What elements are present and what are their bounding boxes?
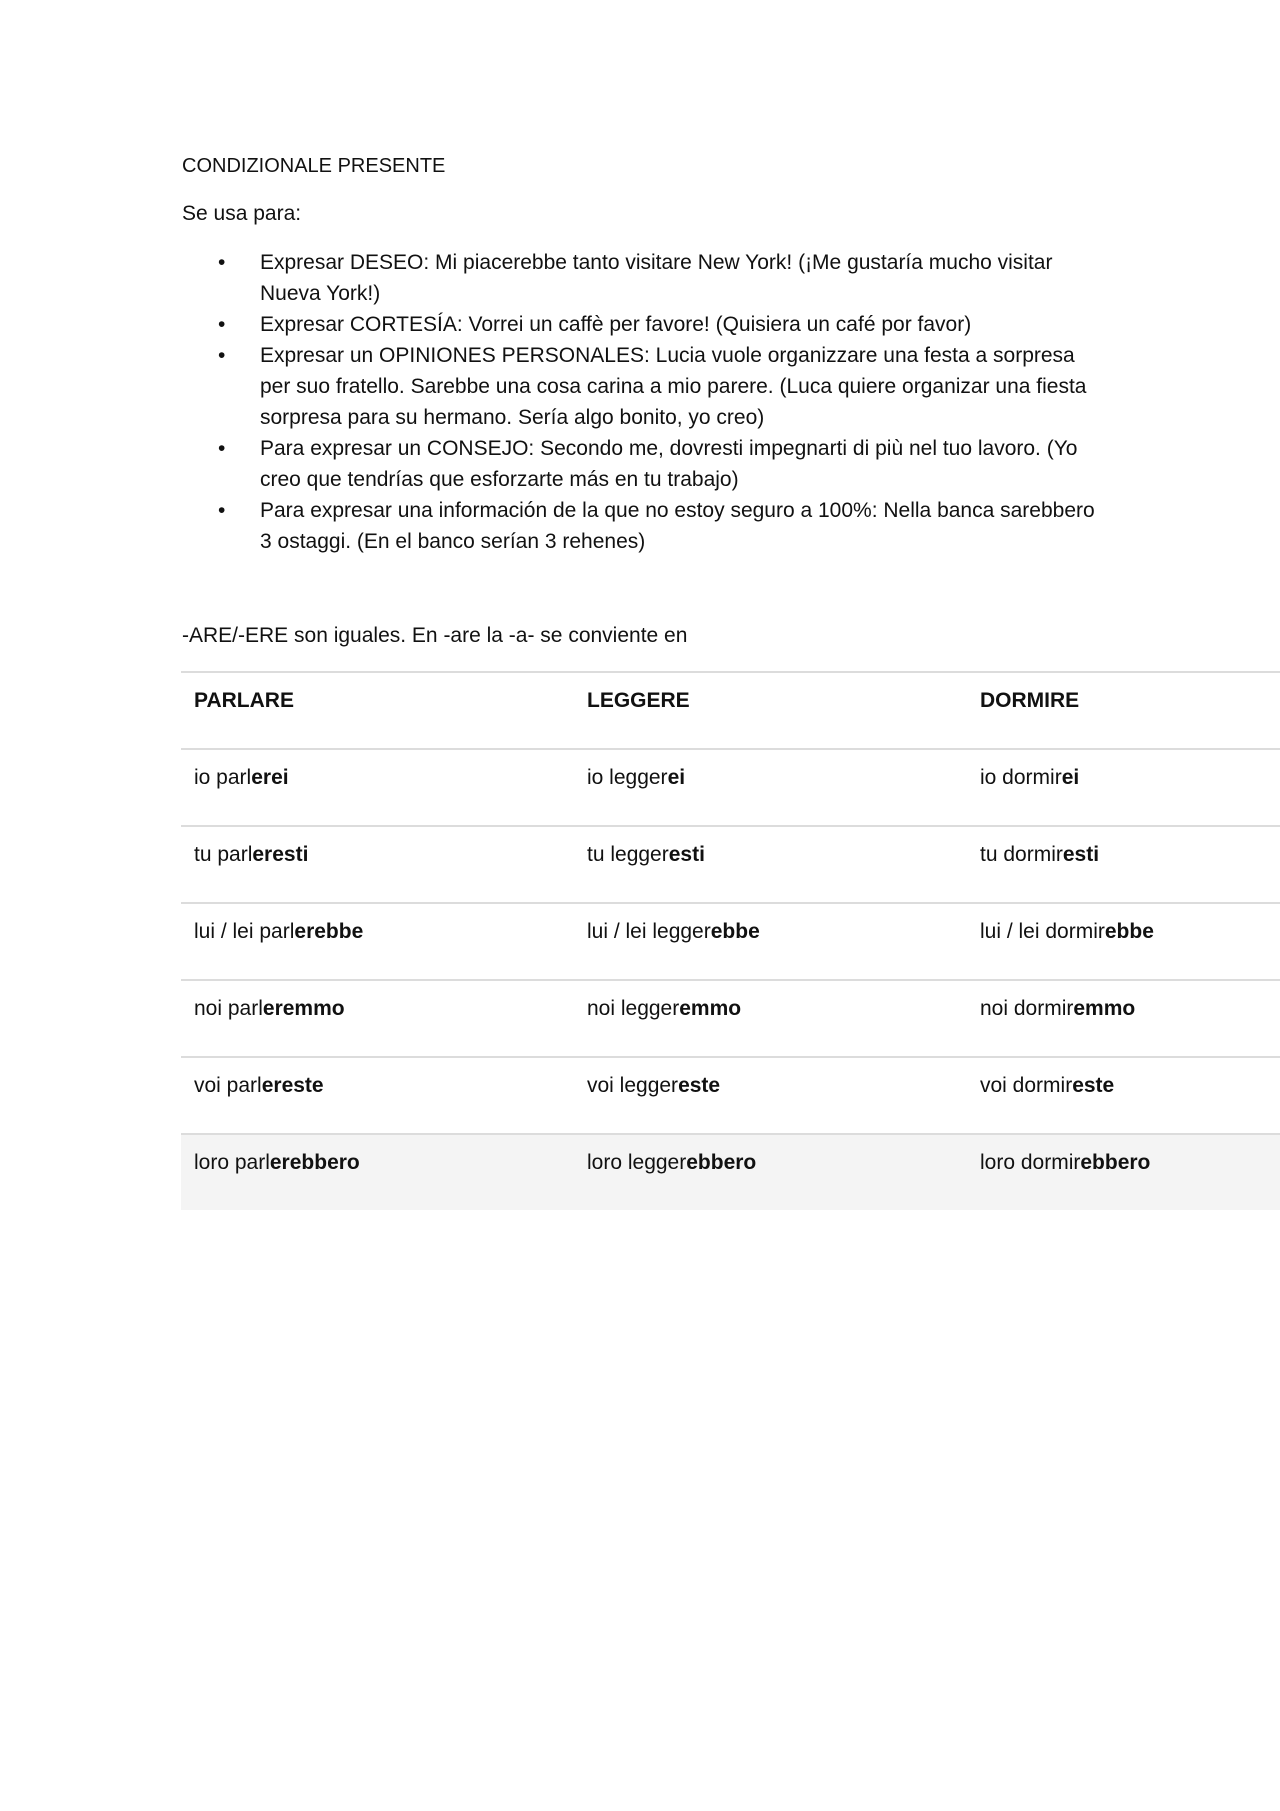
table-cell-parlare — [181, 749, 574, 826]
conjugation-table — [181, 671, 1280, 1210]
list-item — [182, 433, 1102, 495]
bullet-icon: • — [218, 437, 226, 460]
conjugation-infix: er — [269, 1151, 290, 1174]
table-row — [181, 1057, 1280, 1134]
conjugation-infix: er — [251, 766, 272, 789]
bullet-icon: • — [218, 499, 226, 522]
conjugation-stem: voi dormir — [980, 1074, 1073, 1097]
conjugation-stem: noi dormir — [980, 997, 1074, 1020]
conjugation-ending: emmo — [1073, 997, 1136, 1020]
table-cell-parlare — [181, 1057, 574, 1134]
document-title: CONDIZIONALE PRESENTE — [182, 155, 446, 177]
conjugation-stem: voi parl — [194, 1074, 262, 1097]
list-item-text: Expresar un OPINIONES PERSONALES: Lucia vuole organizzare una festa a sorpresa per suo fratello. Sarebbe una cosa carina a mio parere. (Luca quiere organizar una fiesta sorpresa para su hermano. Sería algo bonito, yo creo) — [260, 344, 1087, 429]
intro-text: Se usa para: — [182, 202, 302, 225]
conjugation-ending: emmo — [679, 997, 742, 1020]
table-cell-leggere — [574, 1057, 967, 1134]
conjugation-stem: noi legger — [587, 997, 680, 1020]
table-cell-leggere — [574, 826, 967, 903]
conjugation-ending: ei — [271, 766, 289, 789]
list-item-text: Expresar CORTESÍA: Vorrei un caffè per favore! (Quisiera un café por favor) — [260, 313, 972, 336]
conjugation-ending: esti — [1062, 843, 1100, 866]
conjugation-infix: er — [294, 920, 315, 943]
table-body — [181, 749, 1280, 1210]
conjugation-stem: io dormir — [980, 766, 1062, 789]
table-cell-dormire — [967, 980, 1280, 1057]
table-row — [181, 1134, 1280, 1210]
conjugation-ending: ebbero — [1080, 1151, 1151, 1174]
conjugation-ending: ebbe — [314, 920, 364, 943]
conjugation-note: -ARE/-ERE son iguales. En -are la -a- se conviente en — [182, 624, 688, 647]
bullet-icon: • — [218, 251, 226, 274]
table-row — [181, 826, 1280, 903]
table-cell-dormire — [967, 1134, 1280, 1210]
conjugation-ending: esti — [668, 843, 705, 866]
conjugation-stem: lui / lei parl — [194, 920, 295, 943]
conjugation-infix: er — [262, 997, 283, 1020]
table-cell-leggere — [574, 903, 967, 980]
conjugation-stem: voi legger — [587, 1074, 679, 1097]
list-item — [182, 247, 1102, 309]
conjugation-ending: ebbero — [289, 1151, 360, 1174]
table-cell-leggere — [574, 1134, 967, 1210]
conjugation-stem: noi parl — [194, 997, 263, 1020]
conjugation-ending: ebbe — [1104, 920, 1154, 943]
conjugation-ending: ei — [1061, 766, 1080, 789]
table-cell-parlare — [181, 980, 574, 1057]
bullet-icon: • — [218, 344, 226, 367]
table-cell-dormire — [967, 1057, 1280, 1134]
list-item — [182, 495, 1102, 557]
conjugation-ending: este — [1072, 1074, 1115, 1097]
table-cell-leggere — [574, 980, 967, 1057]
table-cell-leggere — [574, 749, 967, 826]
conjugation-ending: este — [678, 1074, 721, 1097]
column-header-leggere: LEGGERE — [574, 672, 967, 749]
table-cell-dormire — [967, 749, 1280, 826]
list-item — [182, 340, 1102, 433]
conjugation-ending: emmo — [282, 997, 345, 1020]
list-item-text: Expresar DESEO: Mi piacerebbe tanto visitare New York! (¡Me gustaría mucho visitar Nueva York!) — [260, 251, 1053, 305]
table-header-row — [181, 672, 1280, 749]
list-item — [182, 309, 1102, 340]
conjugation-stem: loro legger — [587, 1151, 687, 1174]
table-row — [181, 980, 1280, 1057]
conjugation-ending: este — [281, 1074, 324, 1097]
column-header-dormire: DORMIRE — [967, 672, 1280, 749]
conjugation-infix: er — [261, 1074, 282, 1097]
table-row — [181, 749, 1280, 826]
conjugation-stem: tu legger — [587, 843, 669, 866]
conjugation-ending: ebbe — [710, 920, 760, 943]
column-header-parlare: PARLARE — [181, 672, 574, 749]
conjugation-ending: ebbero — [686, 1151, 757, 1174]
table-cell-parlare — [181, 1134, 574, 1210]
conjugation-ending: esti — [272, 843, 309, 866]
bullet-icon: • — [218, 313, 226, 336]
table-cell-dormire — [967, 903, 1280, 980]
table-row — [181, 903, 1280, 980]
conjugation-stem: tu parl — [194, 843, 253, 866]
conjugation-stem: io parl — [194, 766, 252, 789]
list-item-text: Para expresar un CONSEJO: Secondo me, dovresti impegnarti di più nel tuo lavoro. (Yo creo que tendrías que esforzarte más en tu trabajo) — [260, 437, 1078, 491]
table-cell-parlare — [181, 826, 574, 903]
table-cell-dormire — [967, 826, 1280, 903]
conjugation-stem: lui / lei dormir — [980, 920, 1105, 943]
table-cell-parlare — [181, 903, 574, 980]
conjugation-stem: io legger — [587, 766, 668, 789]
conjugation-ending: ei — [667, 766, 686, 789]
conjugation-stem: loro dormir — [980, 1151, 1081, 1174]
conjugation-stem: tu dormir — [980, 843, 1063, 866]
conjugation-infix: er — [252, 843, 273, 866]
uses-list — [182, 247, 1102, 557]
conjugation-stem: lui / lei legger — [587, 920, 711, 943]
list-item-text: Para expresar una información de la que no estoy seguro a 100%: Nella banca sarebbero 3 ostaggi. (En el banco serían 3 rehenes) — [260, 499, 1095, 553]
conjugation-stem: loro parl — [194, 1151, 270, 1174]
